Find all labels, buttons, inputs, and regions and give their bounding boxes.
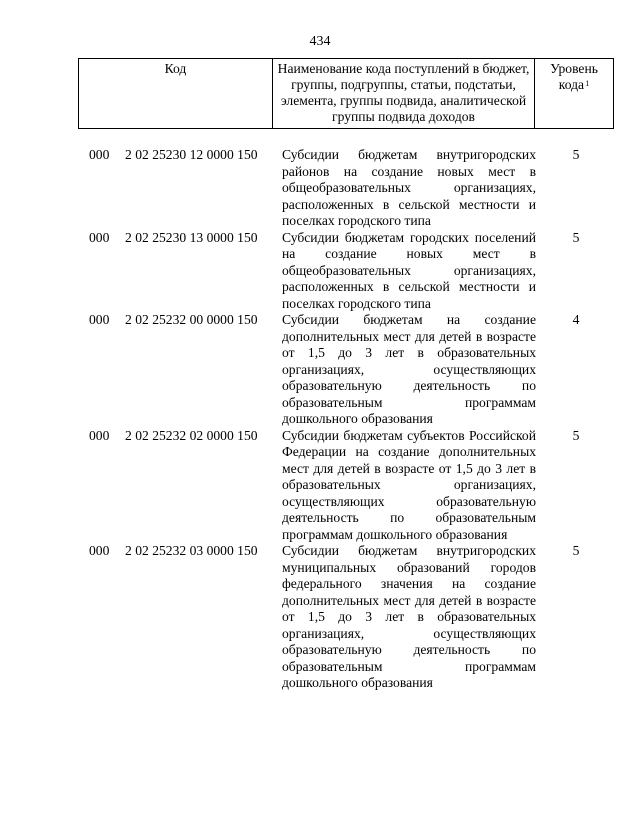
row-code: 2 02 25232 03 0000 150 bbox=[125, 543, 258, 558]
row-code: 2 02 25232 00 0000 150 bbox=[125, 312, 258, 327]
table-header bbox=[78, 58, 614, 129]
row-code: 2 02 25232 02 0000 150 bbox=[125, 427, 258, 443]
row-code: 2 02 25230 12 0000 150 bbox=[125, 147, 258, 162]
table-row bbox=[0, 428, 640, 544]
footnote-mark: 1 bbox=[585, 79, 590, 88]
header-level-label: Уровень кода bbox=[550, 61, 598, 92]
row-level: 4 bbox=[572, 312, 580, 327]
row-name: Субсидии бюджетам внутригородских муниципальных образований городов федерального значения на создание дополнительных мест для детей в возрасте от 1,5 до 3 лет в образовательных организациях, осуществляющих образовательную деятельность по образовательным программам дошкольного образования bbox=[282, 543, 536, 690]
row-code: 2 02 25230 13 0000 150 bbox=[125, 229, 258, 245]
row-prefix: 000 bbox=[89, 427, 110, 443]
row-level: 5 bbox=[572, 229, 580, 245]
table-body bbox=[0, 147, 640, 692]
header-level bbox=[535, 59, 614, 129]
row-level: 5 bbox=[572, 543, 580, 558]
header-code: Код bbox=[79, 59, 273, 129]
row-name: Субсидии бюджетам на создание дополнительных мест для детей в возрасте от 1,5 до 3 лет в образовательных организациях, осуществляющих образовательную деятельность по образовательным программам дошкольного образования bbox=[282, 312, 536, 426]
row-name: Субсидии бюджетам городских поселений на создание новых мест в общеобразовательных организациях, расположенных в сельской местности и поселках городского типа bbox=[282, 229, 536, 311]
table-row bbox=[0, 230, 640, 313]
table-row bbox=[0, 543, 640, 692]
row-name: Субсидии бюджетам внутригородских районов на создание новых мест в общеобразовательных организациях, расположенных в сельской местности и поселках городского типа bbox=[282, 147, 536, 228]
page-number: 434 bbox=[309, 34, 331, 49]
row-level: 5 bbox=[572, 147, 580, 162]
row-name: Субсидии бюджетам субъектов Российской Федерации на создание дополнительных мест для детей в возрасте от 1,5 до 3 лет в образовательных организациях, осуществляющих образовательную деятельность по образовательным программам дошкольного образования bbox=[282, 427, 536, 542]
header-name: Наименование кода поступлений в бюджет, группы, подгруппы, статьи, подстатьи, элемента, группы подвида, аналитической группы подвида доходов bbox=[273, 59, 535, 129]
row-prefix: 000 bbox=[89, 147, 110, 162]
table-row bbox=[0, 312, 640, 428]
row-prefix: 000 bbox=[89, 229, 110, 245]
row-prefix: 000 bbox=[89, 543, 110, 558]
row-prefix: 000 bbox=[89, 312, 110, 327]
table-row bbox=[0, 147, 640, 230]
row-level: 5 bbox=[572, 427, 580, 443]
